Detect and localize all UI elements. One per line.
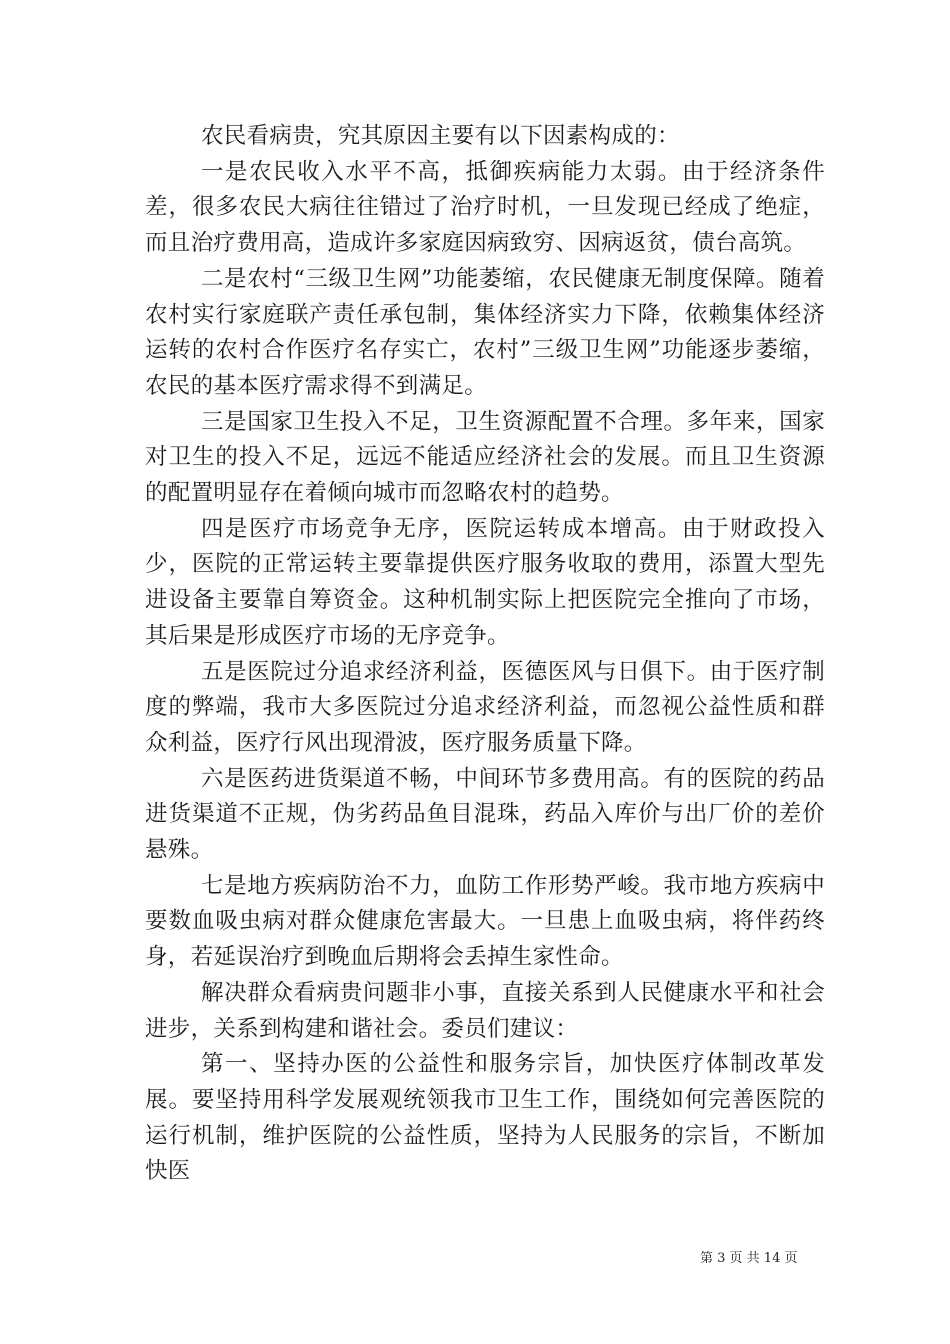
document-body xyxy=(145,119,825,1190)
paragraph-reason-1: 一是农民收入水平不高，抵御疾病能力太弱。由于经济条件差，很多农民大病往往错过了治疗时机，一旦发现已经成了绝症，而且治疗费用高，造成许多家庭因病致穷、因病返贫，债台高筑。 xyxy=(145,158,825,257)
paragraph-reason-6: 六是医药进货渠道不畅，中间环节多费用高。有的医院的药品进货渠道不正规，伪劣药品鱼目混珠，药品入库价与出厂价的差价悬殊。 xyxy=(145,765,825,864)
paragraph-suggestion-1: 第一、坚持办医的公益性和服务宗旨，加快医疗体制改革发展。要坚持用科学发展观统领我市卫生工作，围绕如何完善医院的运行机制，维护医院的公益性质，坚持为人民服务的宗旨，不断加快医 xyxy=(145,1051,825,1185)
page-number: 第 3 页 共 14 页 xyxy=(700,1251,798,1266)
paragraph-intro: 农民看病贵，究其原因主要有以下因素构成的： xyxy=(201,123,680,149)
paragraph-reason-2: 二是农村“三级卫生网”功能萎缩，农民健康无制度保障。随着农村实行家庭联产责任承包制，集体经济实力下降，依赖集体经济运转的农村合作医疗名存实亡，农村”三级卫生网”功能逐步萎缩，农民的基本医疗需求得不到满足。 xyxy=(145,265,825,399)
paragraph-reason-7: 七是地方疾病防治不力，血防工作形势严峻。我市地方疾病中要数血吸虫病对群众健康危害最大。一旦患上血吸虫病，将伴药终身，若延误治疗到晚血后期将会丢掉生家性命。 xyxy=(145,872,825,971)
paragraph-suggestion-intro: 解决群众看病贵问题非小事，直接关系到人民健康水平和社会进步，关系到构建和谐社会。委员们建议： xyxy=(145,979,825,1042)
paragraph-reason-4: 四是医疗市场竞争无序，医院运转成本增高。由于财政投入少，医院的正常运转主要靠提供医疗服务收取的费用，添置大型先进设备主要靠自筹资金。这种机制实际上把医院完全推向了市场，其后果是形成医疗市场的无序竞争。 xyxy=(145,515,825,649)
paragraph-reason-5: 五是医院过分追求经济利益，医德医风与日俱下。由于医疗制度的弊端，我市大多医院过分追求经济利益，而忽视公益性质和群众利益，医疗行风出现滑波，医疗服务质量下降。 xyxy=(145,658,825,756)
paragraph-reason-3: 三是国家卫生投入不足，卫生资源配置不合理。多年来，国家对卫生的投入不足，远远不能适应经济社会的发展。而且卫生资源的配置明显存在着倾向城市而忽略农村的趋势。 xyxy=(145,408,825,507)
